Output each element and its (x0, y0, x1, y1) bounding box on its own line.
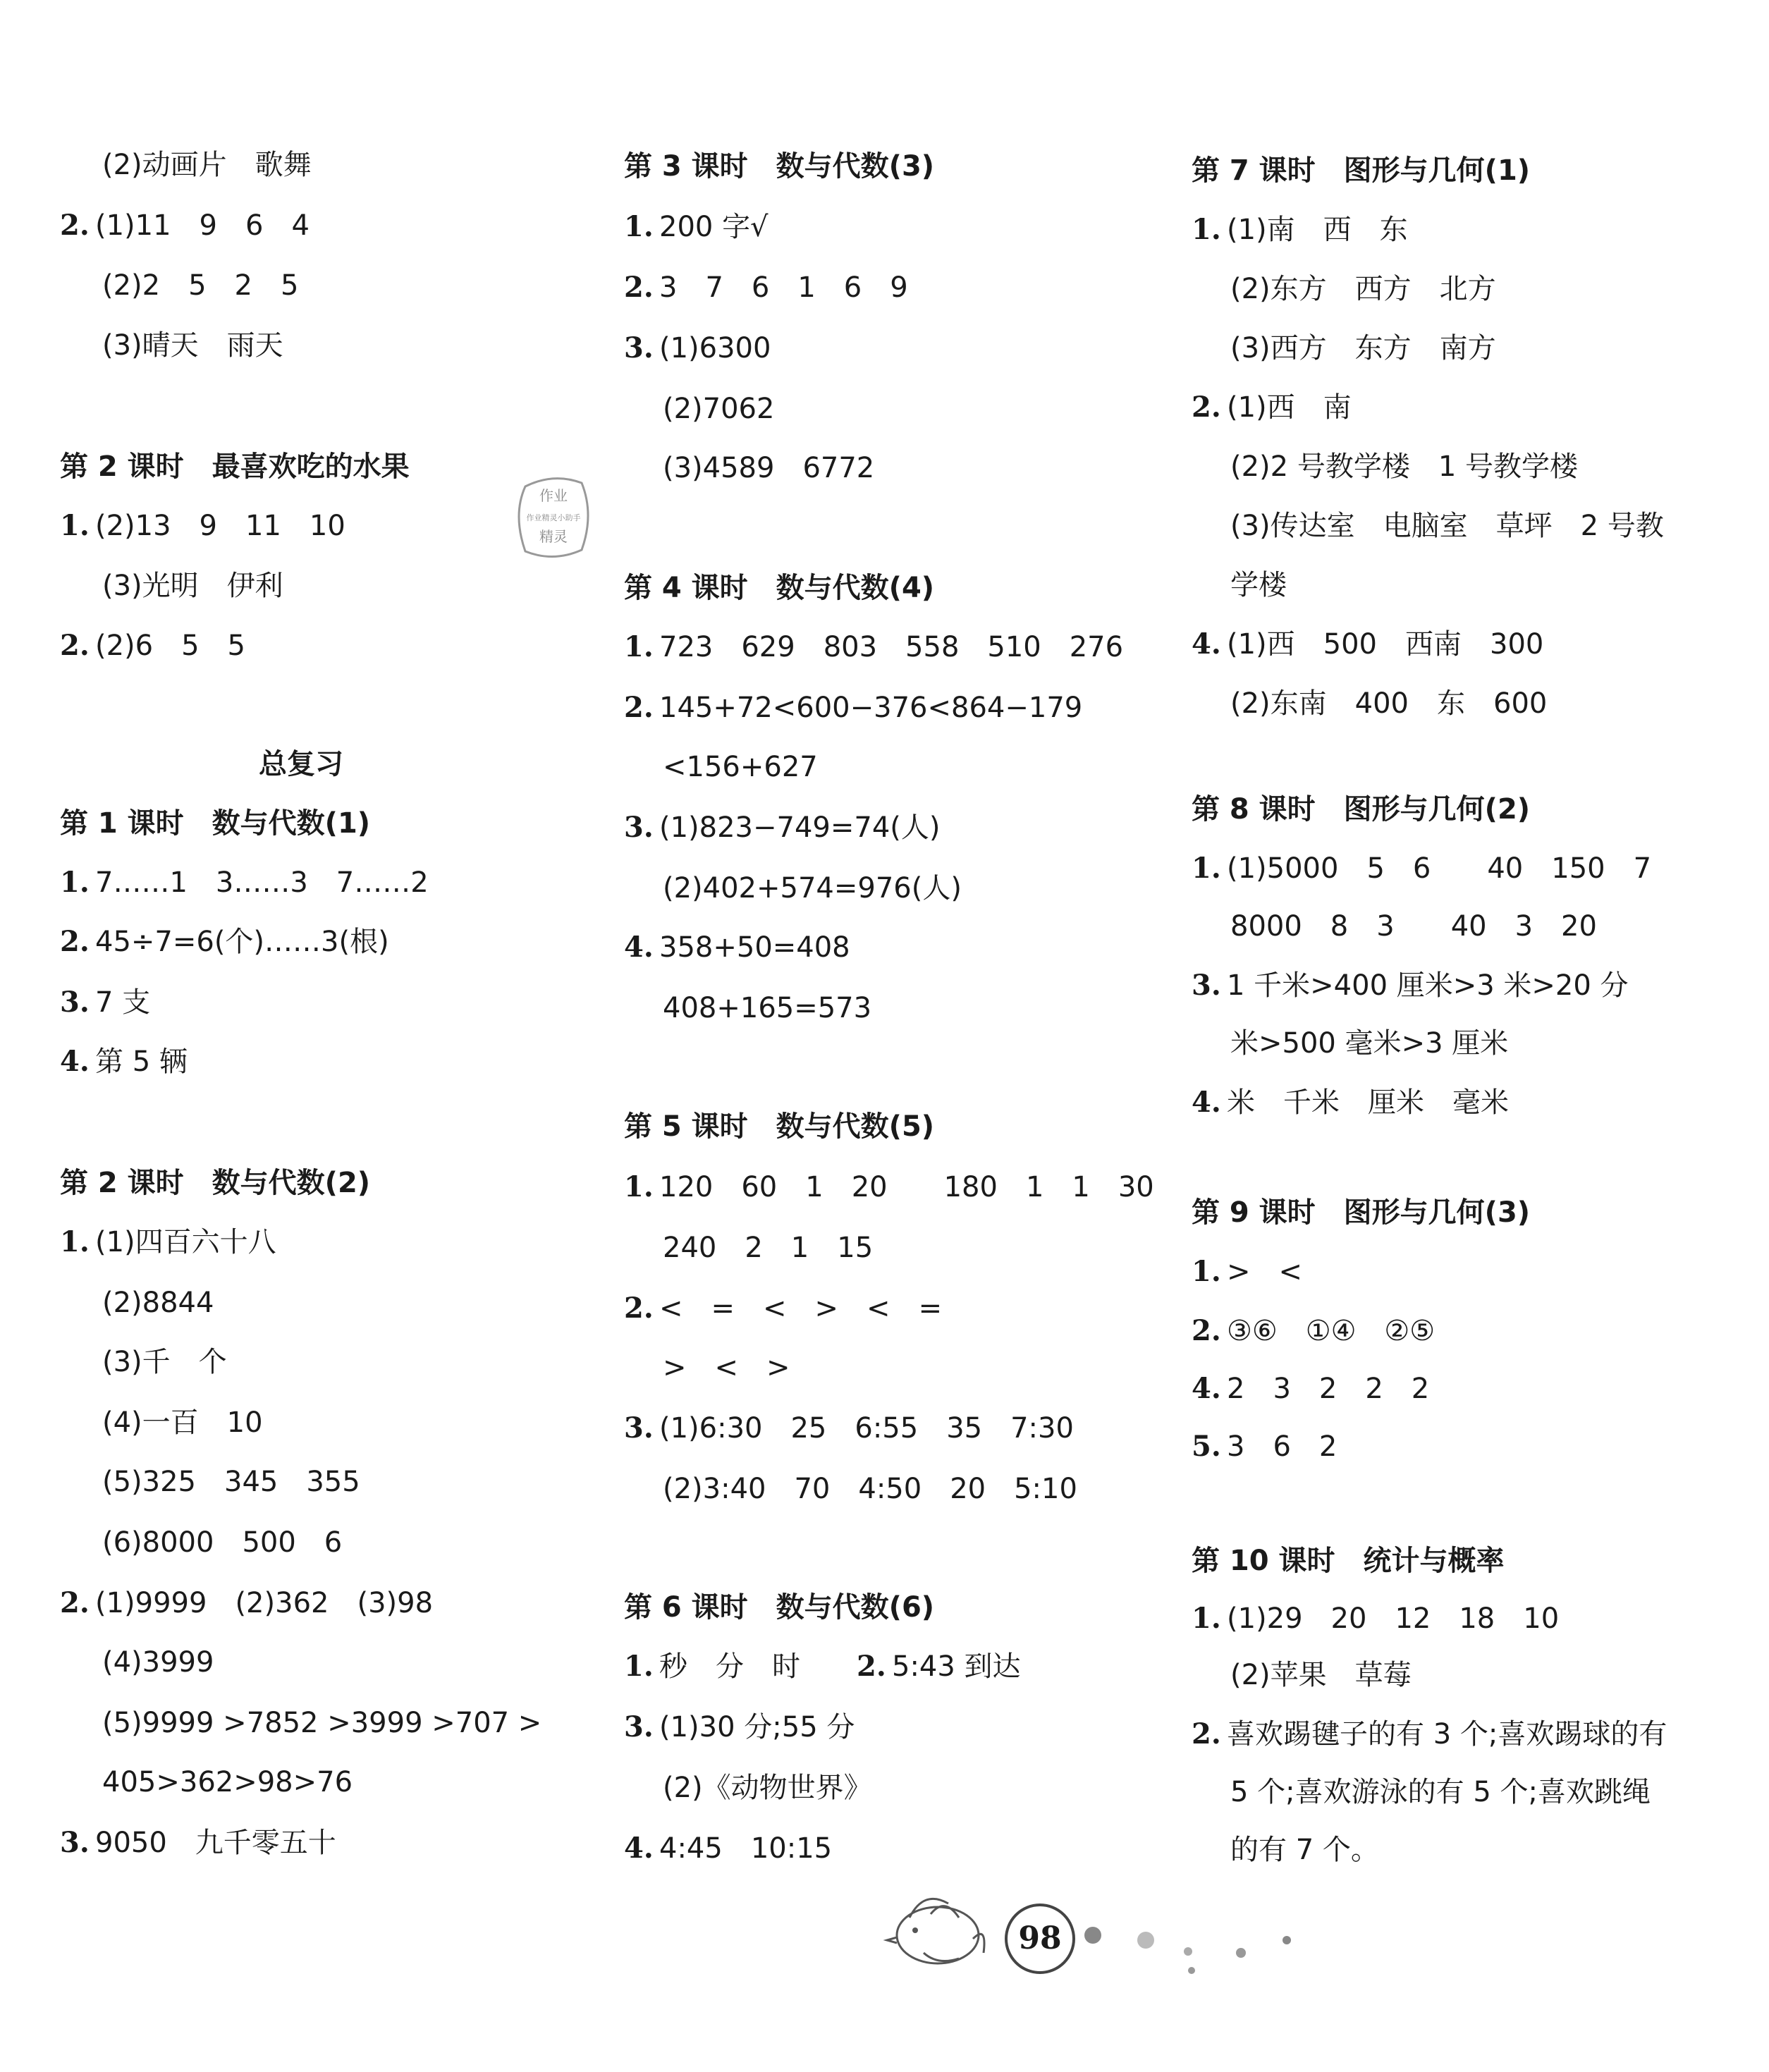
question-number: 4. (624, 1832, 654, 1865)
question-number: 3. (60, 1826, 90, 1859)
answer-text: (3)4589 6772 (663, 452, 875, 484)
answer-text: 5 个;喜欢游泳的有 5 个;喜欢跳绳 (1230, 1776, 1651, 1808)
question-number: 1. (60, 1225, 90, 1258)
question-number: 4. (1192, 627, 1221, 661)
answer-text: (5)9999 >7852 >3999 >707 > (102, 1707, 542, 1739)
question-number: 2. (857, 1650, 886, 1683)
answer-text: (3)光明 伊利 (102, 570, 283, 602)
answer-text: <156+627 (663, 751, 818, 783)
question-number: 2. (1192, 1717, 1221, 1751)
question-number: 3. (1192, 969, 1221, 1002)
question-number: 2. (1192, 391, 1221, 424)
question-number: 1. (60, 509, 90, 542)
question-number: 1. (1192, 1602, 1221, 1635)
question-number: 1. (1192, 852, 1221, 885)
stamp-line-3: 精灵 (539, 528, 568, 545)
answer-text: 358+50=408 (659, 931, 850, 964)
answer-text: 学楼 (1230, 569, 1287, 601)
answer-text: 200 字√ (659, 211, 769, 243)
answer-text: > < (1227, 1256, 1303, 1288)
answer-text: 1 千米>400 厘米>3 米>20 分 (1227, 969, 1629, 1002)
answer-text: 3 6 2 (1227, 1430, 1338, 1463)
answer-text: (2)2 号教学楼 1 号教学楼 (1230, 450, 1578, 483)
question-number: 3. (624, 1411, 654, 1445)
chapter-title: 总复习 (259, 748, 343, 780)
question-number: 1. (624, 630, 654, 663)
question-number: 5. (1192, 1430, 1221, 1463)
answer-text: (4)一百 10 (102, 1406, 263, 1439)
question-number: 2. (60, 1586, 90, 1619)
answer-text: 4:45 10:15 (659, 1832, 833, 1865)
answer-text: (2)苹果 草莓 (1230, 1659, 1412, 1691)
answer-text: 2 3 2 2 2 (1227, 1373, 1430, 1405)
answer-text: (3)西方 东方 南方 (1230, 332, 1496, 364)
answer-text: 145+72<600−376<864−179 (659, 692, 1083, 724)
answer-text: (6)8000 500 6 (102, 1526, 343, 1559)
stamp-watermark-icon (511, 472, 596, 564)
answer-text: (1)823−749=74(人) (659, 811, 941, 844)
question-number: 3. (624, 811, 654, 844)
answer-text: 408+165=573 (663, 992, 872, 1024)
answer-text: 7……1 3……3 7……2 (95, 866, 429, 899)
section-heading: 第 8 课时 图形与几何(2) (1192, 793, 1531, 826)
question-number: 3. (624, 331, 654, 364)
answer-text: (1)南 西 东 (1227, 214, 1408, 246)
answer-text: 秒 分 时 (659, 1650, 828, 1683)
answer-text: (2)13 9 11 10 (95, 510, 345, 542)
question-number: 4. (60, 1045, 90, 1078)
answer-text: 7 支 (95, 986, 151, 1019)
question-number: 4. (624, 931, 654, 964)
section-heading: 第 5 课时 数与代数(5) (624, 1110, 935, 1143)
question-number: 1. (624, 1170, 654, 1203)
section-heading: 第 4 课时 数与代数(4) (624, 572, 935, 604)
answer-text: (2)东方 西方 北方 (1230, 273, 1496, 305)
section-heading: 第 2 课时 数与代数(2) (60, 1167, 371, 1199)
answer-text: (1)西 南 (1227, 391, 1352, 424)
question-number: 2. (624, 691, 654, 724)
question-number: 1. (60, 866, 90, 899)
section-heading: 第 3 课时 数与代数(3) (624, 150, 935, 183)
answer-text: 3 7 6 1 6 9 (659, 271, 908, 304)
answer-text: < = < > < = (659, 1292, 943, 1325)
stamp-line-1: 作业 (539, 487, 568, 504)
section-heading: 第 1 课时 数与代数(1) (60, 807, 371, 840)
answer-text: 的有 7 个。 (1230, 1834, 1379, 1866)
question-number: 1. (1192, 1255, 1221, 1288)
section-heading: 第 2 课时 最喜欢吃的水果 (60, 450, 410, 483)
answer-text: 120 60 1 20 180 1 1 30 (659, 1171, 1154, 1203)
answer-text: (1)6:30 25 6:55 35 7:30 (659, 1412, 1074, 1445)
answer-text: 第 5 辆 (95, 1046, 188, 1078)
answer-text: > < > (663, 1351, 790, 1384)
answer-text: (4)3999 (102, 1646, 214, 1679)
answer-text: 8000 8 3 40 3 20 (1230, 910, 1597, 943)
answer-text: (1)6300 (659, 332, 771, 364)
question-number: 2. (1192, 1314, 1221, 1347)
answer-text: (3)传达室 电脑室 草坪 2 号教 (1230, 510, 1664, 542)
bird-icon (881, 1875, 1304, 1974)
page-number: 98 (1018, 1920, 1062, 1956)
stamp-line-2: 作业精灵小助手 (526, 513, 581, 522)
question-number: 2. (624, 1292, 654, 1325)
answer-text: 米>500 毫米>3 厘米 (1230, 1027, 1509, 1060)
section-heading: 第 10 课时 统计与概率 (1192, 1545, 1505, 1577)
answer-text: (3)晴天 雨天 (102, 329, 283, 362)
answer-text: (2)《动物世界》 (663, 1772, 872, 1804)
answer-text: (1)29 20 12 18 10 (1227, 1602, 1560, 1635)
page-footer (881, 1875, 1304, 1974)
answer-text: (2)3:40 70 4:50 20 5:10 (663, 1473, 1077, 1505)
answer-text: (3)千 个 (102, 1346, 227, 1378)
question-number: 3. (60, 986, 90, 1019)
question-number: 1. (1192, 213, 1221, 246)
answer-text: (2)东南 400 东 600 (1230, 687, 1548, 720)
section-heading: 第 6 课时 数与代数(6) (624, 1591, 935, 1624)
answer-text: 米 千米 厘米 毫米 (1227, 1086, 1509, 1119)
answer-text: 240 2 1 15 (663, 1232, 874, 1264)
question-number: 2. (624, 271, 654, 304)
answer-text: (1)四百六十八 (95, 1226, 276, 1258)
answer-text: 9050 九千零五十 (95, 1827, 336, 1859)
answer-text: (2)动画片 歌舞 (102, 149, 312, 181)
answer-text: (2)6 5 5 (95, 630, 246, 662)
question-number: 2. (60, 209, 90, 242)
answer-text: (2)7062 (663, 393, 775, 425)
question-number: 4. (1192, 1086, 1221, 1119)
answer-text: (1)5000 5 6 40 150 7 (1227, 852, 1652, 885)
answer-text: 723 629 803 558 510 276 (659, 631, 1124, 663)
answer-text: 喜欢踢毽子的有 3 个;喜欢踢球的有 (1227, 1718, 1667, 1751)
question-number: 1. (624, 210, 654, 243)
answer-text: 45÷7=6(个)……3(根) (95, 926, 389, 958)
answer-text: 5:43 到达 (892, 1650, 1021, 1683)
question-number: 3. (624, 1710, 654, 1743)
section-heading: 第 9 课时 图形与几何(3) (1192, 1196, 1531, 1229)
answer-text: (1)9999 (2)362 (3)98 (95, 1587, 434, 1619)
question-number: 2. (60, 629, 90, 662)
answer-text: (1)11 9 6 4 (95, 209, 310, 242)
answer-text: (1)30 分;55 分 (659, 1711, 855, 1743)
question-number: 1. (624, 1650, 654, 1683)
answer-text: (1)西 500 西南 300 (1227, 628, 1544, 661)
answer-text: (5)325 345 355 (102, 1466, 360, 1498)
answer-text: 405>362>98>76 (102, 1766, 353, 1798)
answer-text: (2)402+574=976(人) (663, 872, 962, 905)
section-heading: 第 7 课时 图形与几何(1) (1192, 154, 1531, 187)
answer-text: (2)8844 (102, 1287, 214, 1319)
question-number: 2. (60, 925, 90, 958)
answer-text: (2)2 5 2 5 (102, 269, 299, 302)
answer-text: ③⑥ ①④ ②⑤ (1227, 1315, 1436, 1347)
question-number: 4. (1192, 1372, 1221, 1405)
